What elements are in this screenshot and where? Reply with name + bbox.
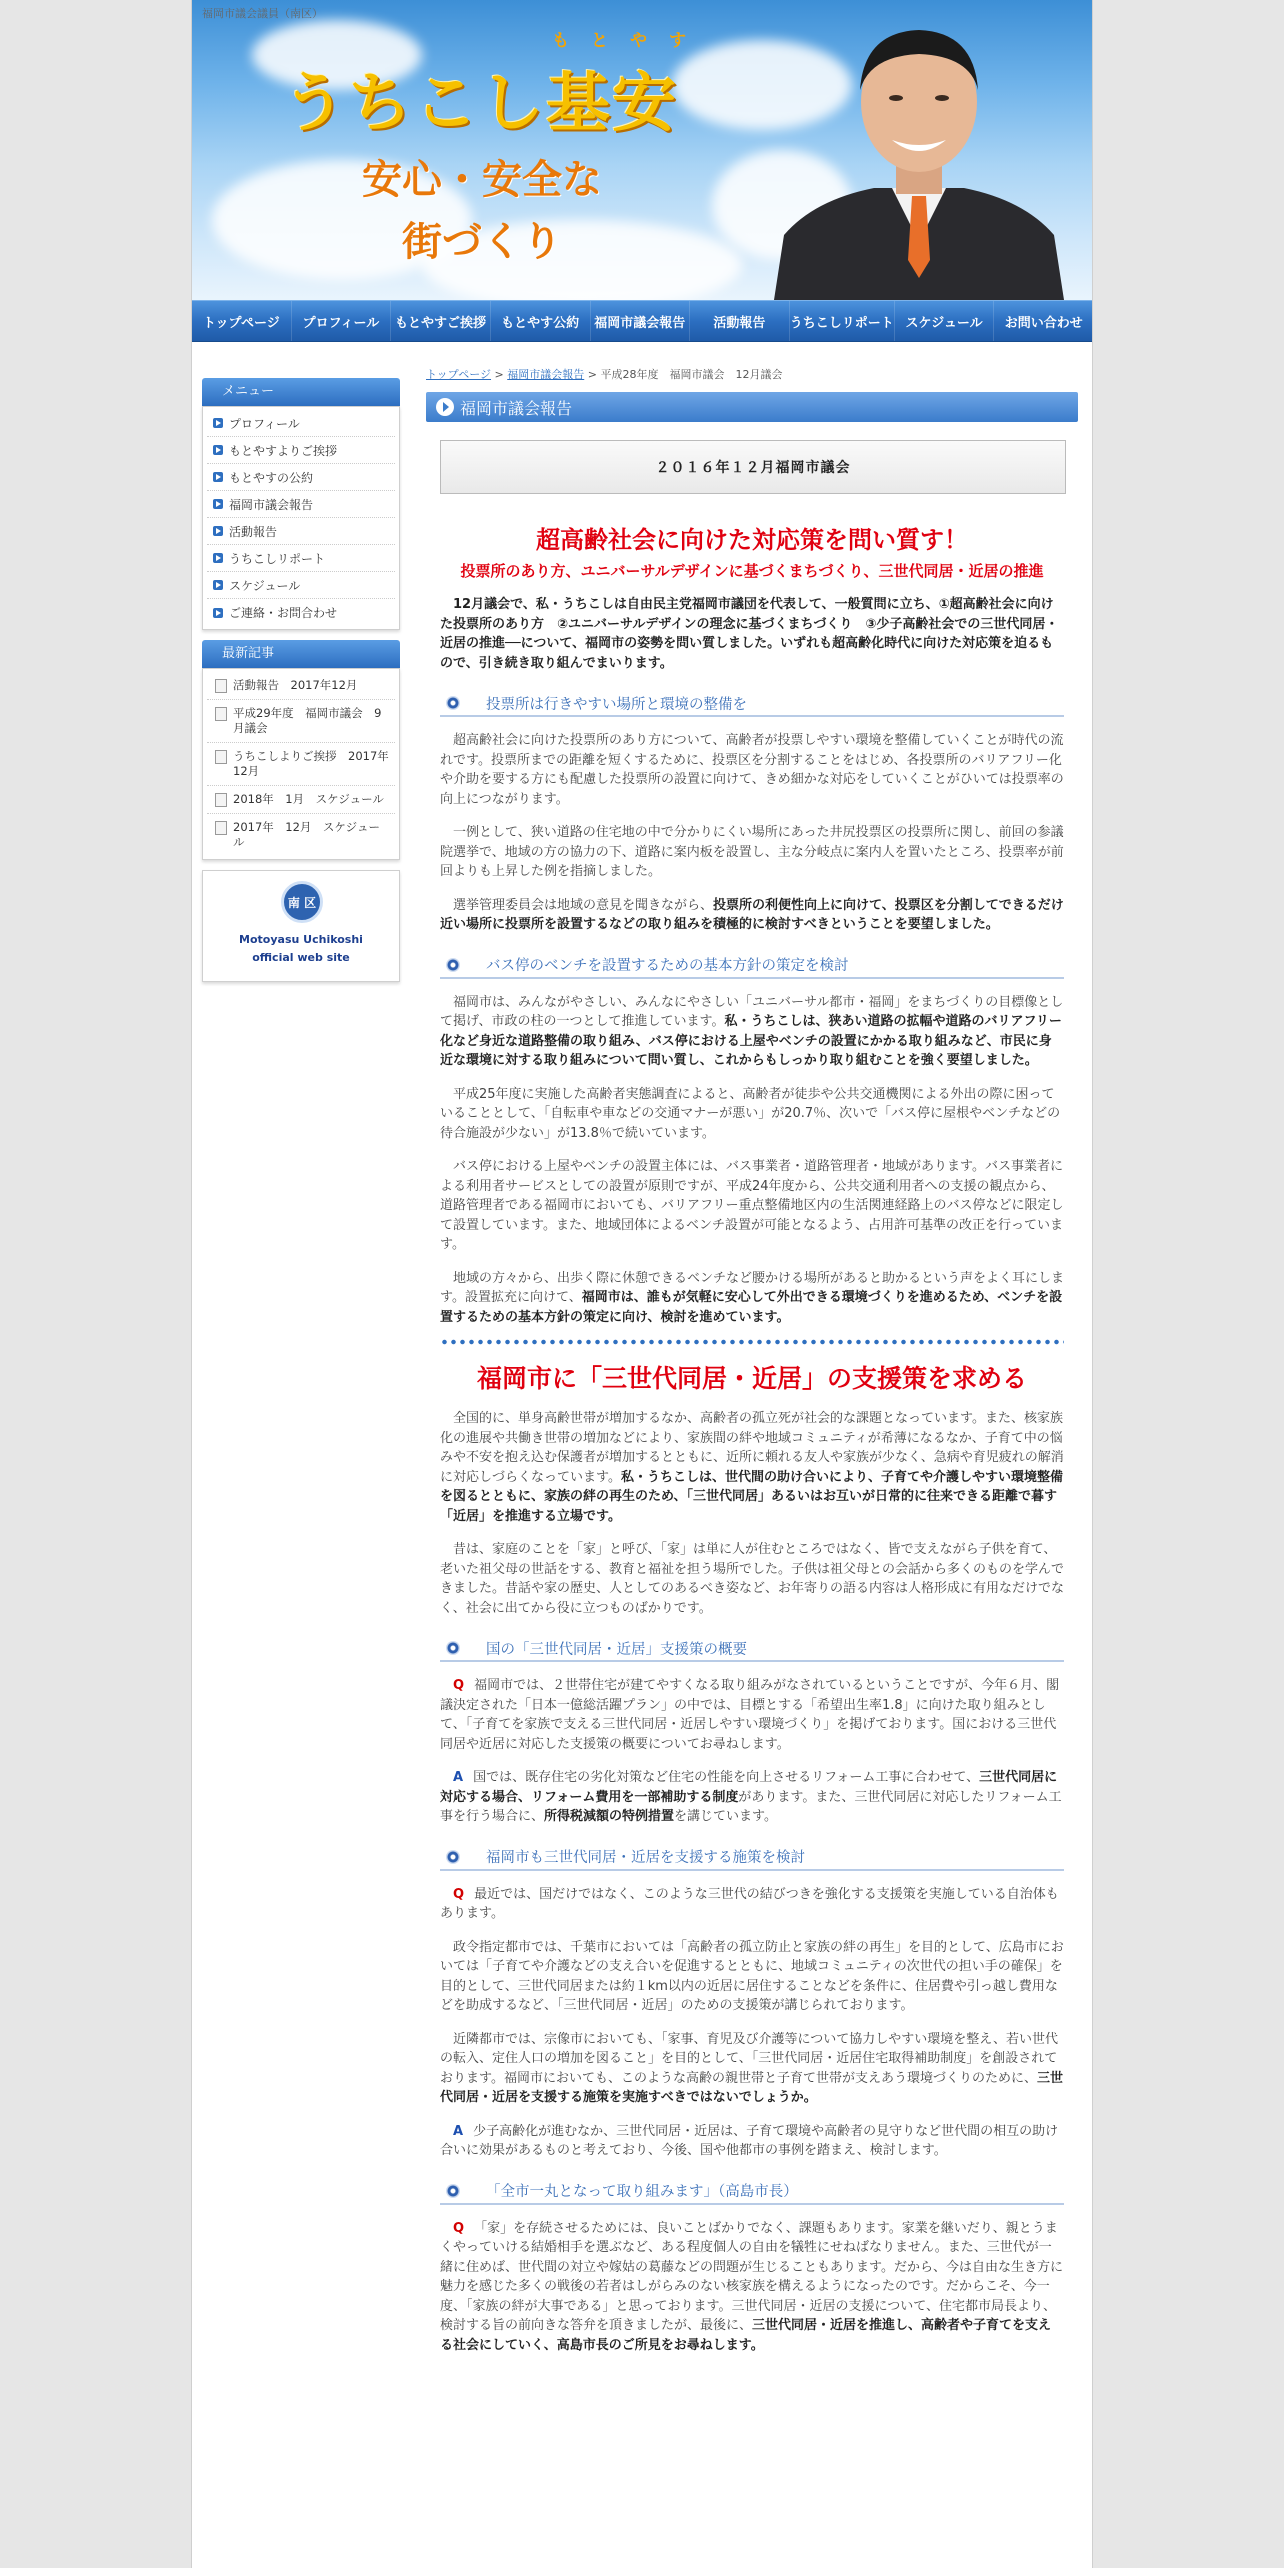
paragraph: 近隣都市では、宗像市においても、「家事、育児及び介護等について協力しやすい環境を整え、若い世代の転入、定住人口の増加を図ること」を目的として、「三世代同居・近居住宅取得補助制度」を創設されております。福岡市においても、このような高齢の親世帯と子育て世帯が支えあう環境づくりのために、三世代同居・近居を支援する施策を実施すべきではないでしょうか。	[440, 2031, 1063, 2105]
paragraph: 超高齢社会に向けた投票所のあり方について、高齢者が投票しやすい環境を整備していくことが時代の流れです。投票所までの距離を短くするために、投票区を分割することをはじめ、各投票所のバリアフリー化や介助を要する方にも配慮した投票所の設置に向けて、きめ細かな対応をしていくことがひいては投票率の向上につながります。	[440, 733, 1064, 807]
dotted-divider	[440, 1339, 1064, 1345]
sidebar-item-greeting[interactable]: もとやすよりご挨拶	[207, 437, 395, 464]
article-body	[440, 520, 1064, 2355]
paragraph: 昔は、家庭のことを「家」と呼び、「家」は単に人が住むところではなく、皆で支えながら子供を育て、老いた祖父母の世話をする、教育と福祉を担う場所でした。子供は祖父母との会話から多くのものを学んできました。昔話や家の歴史、人としてのあるべき姿など、お年寄りの語る内容は人格形成に有用なだけでなく、社会に出てから役に立つものばかりです。	[440, 1542, 1065, 1616]
answer-paragraph: A 国では、既存住宅の劣化対策など住宅の性能を向上させるリフォーム工事に合わせて、三世代同居に対応する場合、リフォーム費用を一部補助する制度があります。また、三世代同居に対応したリフォーム工事を行う場合に、所得税減額の特例措置を講じています。	[440, 1770, 1062, 1824]
sidebar-news-title: 最新記事	[202, 640, 400, 668]
nav-activity[interactable]: 活動報告	[690, 301, 790, 341]
document-icon	[215, 821, 227, 835]
nav-top[interactable]: トップページ	[192, 301, 292, 341]
question-mark: Q	[453, 2220, 465, 2236]
site-tagline: 福岡市議会議員（南区）	[202, 7, 323, 20]
document-icon	[215, 679, 227, 693]
category-title: 福岡市議会報告	[460, 398, 573, 418]
circle-arrow-icon	[436, 398, 454, 416]
page-container	[191, 0, 1093, 2568]
ring-bullet-icon	[446, 958, 460, 972]
arrow-bullet-icon	[213, 608, 223, 618]
paragraph: 平成25年度に実施した高齢者実態調査によると、高齢者が徒歩や公共交通機関による外出の際に困っていることとして、「自転車や車などの交通マナーが悪い」が20.7％、次いで「バス停に屋根やベンチなどの待合施設が少ない」が13.8％で続いています。	[440, 1086, 1061, 1141]
arrow-bullet-icon	[213, 472, 223, 482]
arrow-bullet-icon	[213, 526, 223, 536]
sidebar-news	[202, 668, 400, 860]
ring-bullet-icon	[446, 696, 460, 710]
paragraph: 全国的に、単身高齢世帯が増加するなか、高齢者の孤立死が社会的な課題となっています。また、核家族化の進展や共働き世帯の増加などにより、家族間の絆や地域コミュニティが希薄になるなか、子育て中の悩みや不安を抱え込む保護者が増加するとともに、近所に頼れる友人や家族が少なく、急病や育児疲れの解消に対応しづらくなっています。私・うちこしは、世代間の助け合いにより、子育てや介護しやすい環境整備を図るとともに、家族の絆の再生のため、「三世代同居」あるいはお互いが日常的に往来できる距離で暮す「近居」を推進する立場です。	[440, 1411, 1064, 1524]
question-mark: Q	[453, 1886, 465, 1902]
section-heading: 投票所は行きやすい場所と環境の整備を	[440, 691, 1064, 717]
document-icon	[215, 707, 227, 721]
nav-contact[interactable]: お問い合わせ	[994, 301, 1093, 341]
nav-council-report[interactable]: 福岡市議会報告	[591, 301, 691, 341]
document-icon	[215, 793, 227, 807]
ring-bullet-icon	[446, 1850, 460, 1864]
breadcrumb-current: 平成28年度 福岡市議会 12月議会	[600, 368, 783, 381]
question-paragraph: Q 「家」を存続させるためには、良いことばかりでなく、課題もあります。家業を継いだり、親とうまくやっていける結婚相手を選ぶなど、ある程度個人の自由を犠牲にせねばなりません。また、三世代が一緒に住めば、世代間の対立や嫁姑の葛藤などの問題が生じることもあります。だから、今は自由な生き方に魅力を感じた多くの戦後の若者はしがらみのない核家族を構えるようになったのです。だからこそ、今一度、「家族の絆が大事である」と思っております。三世代同居・近居の支援について、住宅都市局長より、検討する旨の前向きな答弁を頂きましたが、最後に、三世代同居・近居を推進し、高齢者や子育てを支える社会にしていく、高島市長のご所見をお尋ねします。	[440, 2220, 1063, 2353]
paragraph: 福岡市は、みんながやさしい、みんなにやさしい「ユニバーサル都市・福岡」をまちづくりの目標像として掲げ、市政の柱の一つとして推進しています。私・うちこしは、狭あい道路の拡幅や道路のバリアフリー化など身近な道路整備の取り組み、バス停における上屋やベンチの設置にかかる取り組みなど、市民に身近な環境に対する取り組みについて問い質し、これからもしっかり取り組むことを強く要望しました。	[440, 994, 1064, 1068]
banner-line-2: official web site	[252, 951, 350, 964]
section-heading: 福岡市も三世代同居・近居を支援する施策を検討	[440, 1845, 1064, 1871]
site-header	[192, 0, 1093, 300]
sidebar-item-pledge[interactable]: もとやすの公約	[207, 464, 395, 491]
answer-paragraph: A 少子高齢化が進むなか、三世代同居・近居は、子育て環境や高齢者の見守りなど世代間の相互の助け合いに効果があるものと考えており、今後、国や他都市の事例を踏まえ、検討します。	[440, 2123, 1059, 2158]
portrait-image	[774, 10, 1064, 300]
sidebar-item-profile[interactable]: プロフィール	[207, 410, 395, 437]
minami-ward-badge: 南 区	[281, 881, 323, 923]
section-heading: 国の「三世代同居・近居」支援策の概要	[440, 1636, 1064, 1662]
paragraph: 一例として、狭い道路の住宅地の中で分かりにくい場所にあった井尻投票区の投票所に関し、前回の参議院選挙で、地域の方の協力の下、道路に案内板を設置し、主な分岐点に案内人を置いたところ、投票率が前回よりも上昇した例を指摘しました。	[440, 825, 1064, 879]
nav-profile[interactable]: プロフィール	[292, 301, 392, 341]
question-paragraph: Q 福岡市では、２世帯住宅が建てやすくなる取り組みがなされているということですが、今年６月、閣議決定された「日本一億総活躍プラン」の中では、目標とする「希望出生率1.8」に向けた取り組みとして、「子育てを家族で支える三世代同居・近居しやすい環境づくり」を掲げております。国における三世代同居や近居に対応した支援策の概要についてお尋ねします。	[440, 1678, 1060, 1752]
breadcrumb: トップページ > 福岡市議会報告 > 平成28年度 福岡市議会 12月議会	[426, 368, 783, 381]
site-logo-name[interactable]: うちこし基安	[282, 67, 678, 141]
slogan-line-2: 街づくり	[402, 219, 562, 265]
name-ruby: もとやす	[552, 31, 708, 51]
nav-pledge[interactable]: もとやす公約	[491, 301, 591, 341]
ring-bullet-icon	[446, 2184, 460, 2198]
news-item[interactable]: 2018年 1月 スケジュール	[207, 786, 395, 814]
sidebar	[202, 378, 400, 982]
sidebar-item-council-report[interactable]: 福岡市議会報告	[207, 491, 395, 518]
global-nav	[192, 300, 1093, 342]
main-content	[426, 366, 1078, 2355]
arrow-bullet-icon	[213, 499, 223, 509]
breadcrumb-home-link[interactable]: トップページ	[426, 368, 492, 381]
arrow-bullet-icon	[213, 418, 223, 428]
sidebar-item-uchikoshi-report[interactable]: うちこしリポート	[207, 545, 395, 572]
news-item[interactable]: 活動報告 2017年12月	[207, 672, 395, 700]
paragraph: 地域の方々から、出歩く際に休憩できるベンチなど腰かける場所があると助かるという声をよく耳にします。設置拡充に向けて、福岡市は、誰もが気軽に安心して外出できる環境づくりを進めるため、ベンチを設置するための基本方針の策定に向け、検討を進めています。	[440, 1270, 1065, 1325]
question-paragraph: Q 最近では、国だけではなく、このような三世代の結びつきを強化する支援策を実施している自治体もあります。	[440, 1886, 1059, 1921]
article-subheading: 投票所のあり方、ユニバーサルデザインに基づくまちづくり、三世代同居・近居の推進	[460, 562, 1044, 580]
paragraph: バス停における上屋やベンチの設置主体には、バス事業者・道路管理者・地域があります。バス事業者による利用者サービスとしての設置が原則ですが、平成24年度から、公共交通利用者への支援の観点から、道路管理者である福岡市においても、バリアフリー重点整備地区内の生活関連経路上のバス停などに限定して設置しています。また、地域団体によるベンチ設置が可能となるよう、占用許可基準の改正を行っています。	[440, 1159, 1064, 1252]
breadcrumb-category-link[interactable]: 福岡市議会報告	[507, 368, 585, 381]
sidebar-item-schedule[interactable]: スケジュール	[207, 572, 395, 599]
arrow-bullet-icon	[213, 553, 223, 563]
nav-schedule[interactable]: スケジュール	[895, 301, 995, 341]
arrow-bullet-icon	[213, 580, 223, 590]
paragraph: 政令指定都市では、千葉市においては「高齢者の孤立防止と家族の絆の再生」を目的として、広島市においては「子育てや介護などの支え合いを促進するとともに、地域コミュニティの次世代の担い手の確保」を目的として、三世代同居または約１km以内の近居に居住することなどを条件に、住居費や引っ越し費用などを助成するなど、「三世代同居・近居」のための支援策が講じられております。	[440, 1939, 1064, 2013]
official-site-banner[interactable]	[202, 870, 400, 982]
article-heading-1: 超高齢社会に向けた対応策を問い質す！	[536, 526, 968, 554]
sidebar-menu	[202, 406, 400, 630]
nav-greeting[interactable]: もとやすご挨拶	[391, 301, 491, 341]
answer-mark: A	[453, 1770, 464, 1785]
paragraph: 選挙管理委員会は地域の意見を聞きながら、投票所の利便性向上に向けて、投票区を分割してできるだけ近い場所に投票所を設置するなどの取り組みを積極的に検討すべきということを要望しました。	[440, 897, 1064, 932]
nav-uchikoshi-report[interactable]: うちこしリポート	[790, 301, 895, 341]
banner-line-1: Motoyasu Uchikoshi	[239, 933, 363, 946]
ring-bullet-icon	[446, 1641, 460, 1655]
news-item[interactable]: うちこしよりご挨拶 2017年12月	[207, 743, 395, 786]
document-icon	[215, 750, 227, 764]
section-heading: バス停のベンチを設置するための基本方針の策定を検討	[440, 953, 1064, 979]
intro-paragraph: 12月議会で、私・うちこしは自由民主党福岡市議団を代表して、一般質問に立ち、①超高齢社会に向けた投票所のあり方 ②ユニバーサルデザインの理念に基づくまちづくり ③少子高齢社会での三世代同居・近居の推進──について、福岡市の姿勢を問い質しました。いずれも超高齢化時代に向けた対応策を迫るもので、引き続き取り組んでまいります。	[440, 597, 1059, 671]
sidebar-item-activity[interactable]: 活動報告	[207, 518, 395, 545]
arrow-bullet-icon	[213, 445, 223, 455]
slogan-line-1: 安心・安全な	[362, 157, 602, 203]
answer-mark: A	[453, 2123, 464, 2139]
news-item[interactable]: 2017年 12月 スケジュール	[207, 814, 395, 856]
news-item[interactable]: 平成29年度 福岡市議会 9月議会	[207, 700, 395, 743]
question-mark: Q	[453, 1678, 465, 1693]
article-heading-2: 福岡市に「三世代同居・近居」の支援策を求める	[476, 1364, 1027, 1393]
sidebar-item-contact[interactable]: ご連絡・お問合わせ	[207, 599, 395, 626]
sidebar-menu-title: メニュー	[202, 378, 400, 406]
post-title: ２０１６年１２月福岡市議会	[440, 440, 1066, 494]
section-heading: 「全市一丸となって取り組みます」（高島市長）	[440, 2179, 1064, 2205]
category-title-bar	[426, 392, 1078, 422]
